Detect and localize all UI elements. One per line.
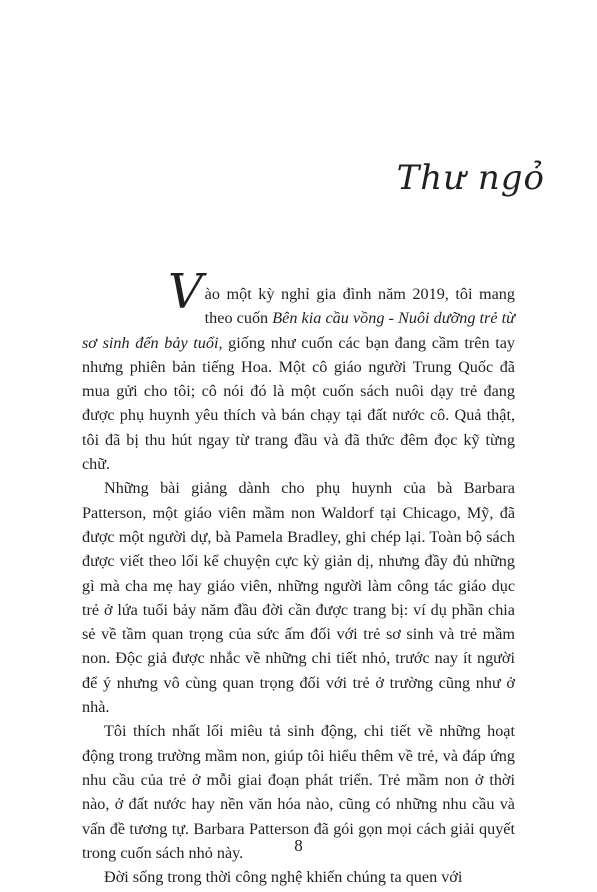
paragraph-1-rest: giống như cuốn các bạn đang cầm trên tay nhưng phiên bản tiếng Hoa. Một cô giáo người Trung Quốc đã mua gửi cho tôi; cô nói đó là một cuốn sách nuôi dạy trẻ đang được phụ huynh yêu thích và bán chạy tại đất nước cô. Quả thật, tôi đã bị thu hút ngay từ trang đầu và đã thức đêm đọc kỹ từng chữ.	[82, 333, 515, 474]
paragraph-4: Đời sống trong thời công nghệ khiến chúng ta quen với	[104, 868, 463, 887]
paragraph-1-lead: ào một kỳ nghỉ gia đình năm 2019, tôi mang theo cuốn	[204, 285, 515, 328]
paragraph-1	[82, 264, 515, 476]
paragraph-3: Tôi thích nhất lối miêu tả sinh động, chi tiết về những hoạt động trong trường mầm non, giúp tôi hiểu thêm về trẻ, và đáp ứng nhu cầu của trẻ ở mỗi giai đoạn phát triển. Trẻ mầm non ở thời nào, ở đất nước hay nền văn hóa nào, cũng có những nhu cầu và vấn đề tương tự. Barbara Patterson đã gói gọn mọi cách giải quyết trong cuốn sách nhỏ này.	[82, 722, 515, 862]
body-text	[82, 264, 515, 889]
page-title: Thư ngỏ	[396, 158, 545, 198]
book-title: Bên kia cầu vồng - Nuôi dưỡng trẻ từ sơ sinh đến bảy tuổi,	[82, 309, 515, 352]
drop-cap: V	[168, 264, 203, 320]
page-number: 8	[294, 836, 303, 855]
paragraph-2: Những bài giảng dành cho phụ huynh của bà Barbara Patterson, một giáo viên mầm non Waldorf tại Chicago, Mỹ, đã được một người dự, bà Pamela Bradley, ghi chép lại. Toàn bộ sách được viết theo lối kể chuyện cực kỳ giản dị, nhưng đầy đủ những gì mà cha mẹ hay giáo viên, những người làm công tác giáo dục trẻ ở lứa tuổi bảy năm đầu đời cần được trang bị: ví dụ phần chia sẻ về tầm quan trọng của sức ấm đối với trẻ sơ sinh và trẻ mầm non. Độc giả được nhắc về những chi tiết nhỏ, trước nay ít người để ý nhưng vô cùng quan trọng đối với trẻ ở trường cũng như ở nhà.	[82, 479, 515, 717]
